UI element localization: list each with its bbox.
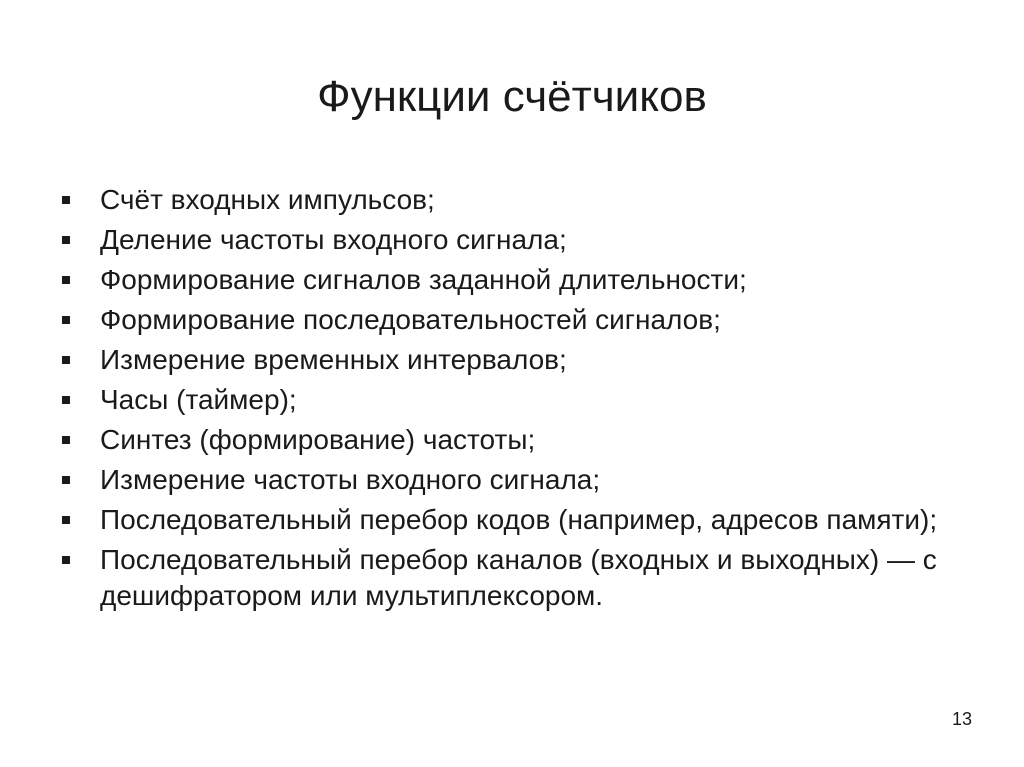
- square-bullet-icon: [62, 436, 70, 444]
- bullet-text: Измерение частоты входного сигнала;: [100, 464, 601, 495]
- square-bullet-icon: [62, 196, 70, 204]
- bullet-item: [62, 542, 962, 614]
- bullet-text: Измерение временных интервалов;: [100, 344, 567, 375]
- square-bullet-icon: [62, 476, 70, 484]
- bullet-text: Синтез (формирование) частоты;: [100, 424, 536, 455]
- bullet-item: [62, 182, 962, 218]
- square-bullet-icon: [62, 316, 70, 324]
- bullet-list: [62, 182, 962, 618]
- square-bullet-icon: [62, 556, 70, 564]
- bullet-item: [62, 222, 962, 258]
- bullet-item: [62, 382, 962, 418]
- square-bullet-icon: [62, 276, 70, 284]
- bullet-item: [62, 462, 962, 498]
- square-bullet-icon: [62, 356, 70, 364]
- bullet-text: Часы (таймер);: [100, 384, 297, 415]
- bullet-text: Деление частоты входного сигнала;: [100, 224, 567, 255]
- bullet-text: Формирование последовательностей сигналов;: [100, 304, 721, 335]
- square-bullet-icon: [62, 396, 70, 404]
- bullet-text: Последовательный перебор каналов (входных и выходных) — с дешифратором или мультиплексором.: [100, 544, 937, 611]
- bullet-text: Последовательный перебор кодов (например, адресов памяти);: [100, 504, 938, 535]
- page-number: 13: [951, 709, 972, 729]
- square-bullet-icon: [62, 236, 70, 244]
- bullet-item: [62, 502, 962, 538]
- bullet-item: [62, 262, 962, 298]
- bullet-item: [62, 422, 962, 458]
- bullet-text: Счёт входных импульсов;: [100, 184, 435, 215]
- square-bullet-icon: [62, 516, 70, 524]
- bullet-text: Формирование сигналов заданной длительности;: [100, 264, 747, 295]
- bullet-item: [62, 342, 962, 378]
- bullet-item: [62, 302, 962, 338]
- slide-title: Функции счётчиков: [317, 72, 707, 121]
